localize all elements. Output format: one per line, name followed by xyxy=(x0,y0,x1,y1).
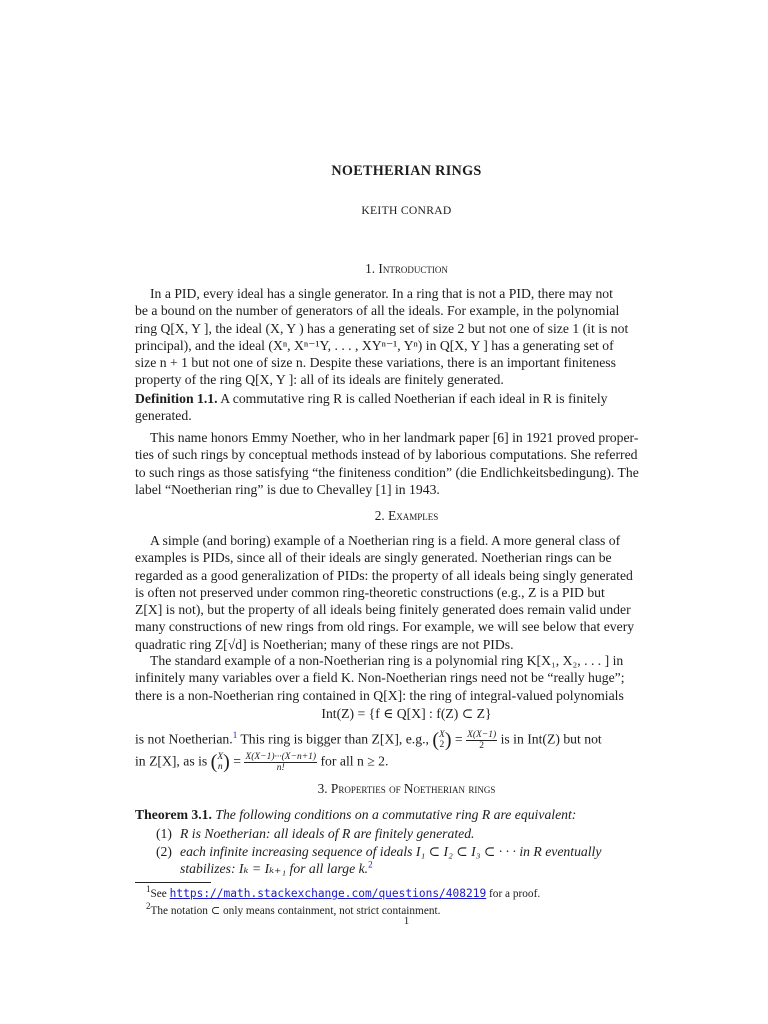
text-line: there is a non-Noetherian ring contained in Q[X]: the ring of integral-valued polynomials xyxy=(135,687,624,703)
text-line: The standard example of a non-Noetherian ring is a polynomial ring K[X₁, X₂, . . . ] in xyxy=(150,653,624,668)
section-heading-examples: 2. Examples xyxy=(374,508,439,523)
footnote-text: The notation ⊂ only means containment, not strict containment. xyxy=(150,905,441,917)
examples-paragraph xyxy=(135,532,678,653)
text-line: ties of such rings by conceptual methods instead of by laborious computations. She referred xyxy=(135,447,638,463)
section-heading-properties: 3. Properties of Noetherian rings xyxy=(317,781,496,796)
text-line: infinitely many variables over a field K. Non-Noetherian rings need not be “really huge”; xyxy=(135,670,625,686)
page-number: 1 xyxy=(403,915,410,927)
text-line: label “Noetherian ring” is due to Chevalley [1] in 1943. xyxy=(135,481,440,497)
display-equation: Int(Z) = {f ∈ Q[X] : f(Z) ⊂ Z} xyxy=(321,706,492,721)
footnote-url-link[interactable]: https://math.stackexchange.com/questions/408219 xyxy=(169,887,487,900)
section-heading-introduction: 1. Introduction xyxy=(365,261,448,276)
theorem-text: The following conditions on a commutative ring R are equivalent: xyxy=(215,807,577,822)
history-paragraph xyxy=(135,429,678,498)
definition-text: A commutative ring R is called Noetherian if each ideal in R is finitely xyxy=(220,391,608,406)
text-fragment: in Z[X], as is xyxy=(135,753,211,769)
footnote-link-2[interactable]: 2 xyxy=(368,859,373,870)
theorem-item-2 xyxy=(135,843,678,860)
binomial-x-2: (X 2) xyxy=(432,729,452,751)
footnote-link-1[interactable]: 1 xyxy=(232,730,238,741)
text-line: size n + 1 but not one of size n. Despite these variations, there is an important finiteness xyxy=(135,355,616,371)
intro-paragraph xyxy=(135,285,678,389)
text-line: In a PID, every ideal has a single generator. In a ring that is not a PID, there may not xyxy=(150,286,613,301)
item-text: each infinite increasing sequence of ideals I₁ ⊂ I₂ ⊂ I₃ ⊂ · · · in R eventually xyxy=(180,844,602,859)
item-label: (1) xyxy=(156,826,172,841)
definition-label: Definition 1.1. xyxy=(135,391,218,406)
text-line: be a bound on the number of generators of all the ideals. For example, in the polynomial xyxy=(135,303,620,319)
text-fragment: for all n ≥ 2. xyxy=(317,753,389,769)
text-line: property of the ring Q[X, Y ]: all of its ideals are finitely generated. xyxy=(135,372,504,388)
text-line: principal), and the ideal (Xⁿ, Xⁿ⁻¹Y, . . . , XYⁿ⁻¹, Yⁿ) in Q[X, Y ] has a generating set of xyxy=(135,337,614,353)
after-equation-paragraph: is not Noetherian.$^1$ This ring is bigger than Z[X], e.g., (X 2) = $\frac{X(X-1)}{2}$ is in Int(Z) but not in Z[X], as is (X n) = $\frac{X(X-1)\cdot\cdot\cdot(X-n+1)}{n!}$ for all n ≥ 2. xyxy=(135,729,602,773)
text-line: A simple (and boring) example of a Noetherian ring is a field. A more general class of xyxy=(150,533,621,548)
footnote-text: See xyxy=(150,888,170,900)
definition-text-cont: generated. xyxy=(135,408,192,424)
footnote-mark: 2 xyxy=(146,901,151,912)
fraction-2: $\frac{X(X-1)\cdot\cdot\cdot(X-n+1)}{n!}$ xyxy=(245,752,317,773)
footnote-text: for a proof. xyxy=(486,888,541,900)
non-noetherian-paragraph xyxy=(135,652,678,704)
theorem-statement xyxy=(135,806,678,823)
text-fragment: is in Int(Z) but not xyxy=(497,731,602,747)
footnote-rule xyxy=(135,882,211,883)
text-line: is often not preserved under common ring-theoretic constructions (e.g., Z is a PID but xyxy=(135,584,605,600)
author-name: KEITH CONRAD xyxy=(361,204,452,217)
item-text: stabilizes: Iₖ = Iₖ₊₁ for all large k. xyxy=(180,861,369,876)
text-line: This name honors Emmy Noether, who in her landmark paper [6] in 1921 proved proper- xyxy=(150,430,639,445)
text-fragment: is not Noetherian. xyxy=(135,731,233,747)
item-text: R is Noetherian: all ideals of R are finitely generated. xyxy=(180,826,475,841)
theorem-label: Theorem 3.1. xyxy=(135,807,212,822)
text-line: regarded as a good generalization of PIDs: the property of all ideals being singly generated xyxy=(135,567,633,583)
text-line: quadratic ring Z[√d] is Noetherian; many of these rings are not PIDs. xyxy=(135,636,514,652)
footnote-1 xyxy=(146,884,541,900)
definition-block xyxy=(135,390,678,425)
text-line: ring Q[X, Y ], the ideal (X, Y ) has a generating set of size 2 but not one of size 1 (it is not xyxy=(135,320,629,336)
text-line: examples is PIDs, since all of their ideals are singly generated. Noetherian rings can be xyxy=(135,550,612,566)
footnote-mark: 1 xyxy=(146,884,151,895)
text-line: many constructions of new rings from old rings. For example, we will see below that every xyxy=(135,619,635,635)
text-fragment: This ring is bigger than Z[X], e.g., xyxy=(237,731,433,747)
fraction-1: $\frac{X(X-1)}{2}$ xyxy=(467,730,497,751)
theorem-item-2-cont xyxy=(135,860,678,877)
paper-title: NOETHERIAN RINGS xyxy=(331,163,482,179)
binomial-x-n: (X n) xyxy=(210,751,230,773)
item-label: (2) xyxy=(156,844,172,859)
text-line: Z[X] is not), but the property of all ideals being finitely generated does remain valid under xyxy=(135,602,631,618)
theorem-item-1 xyxy=(135,825,678,842)
text-line: to such rings as those satisfying “the finiteness condition” (die Endlichkeitsbedingung). The xyxy=(135,464,639,480)
